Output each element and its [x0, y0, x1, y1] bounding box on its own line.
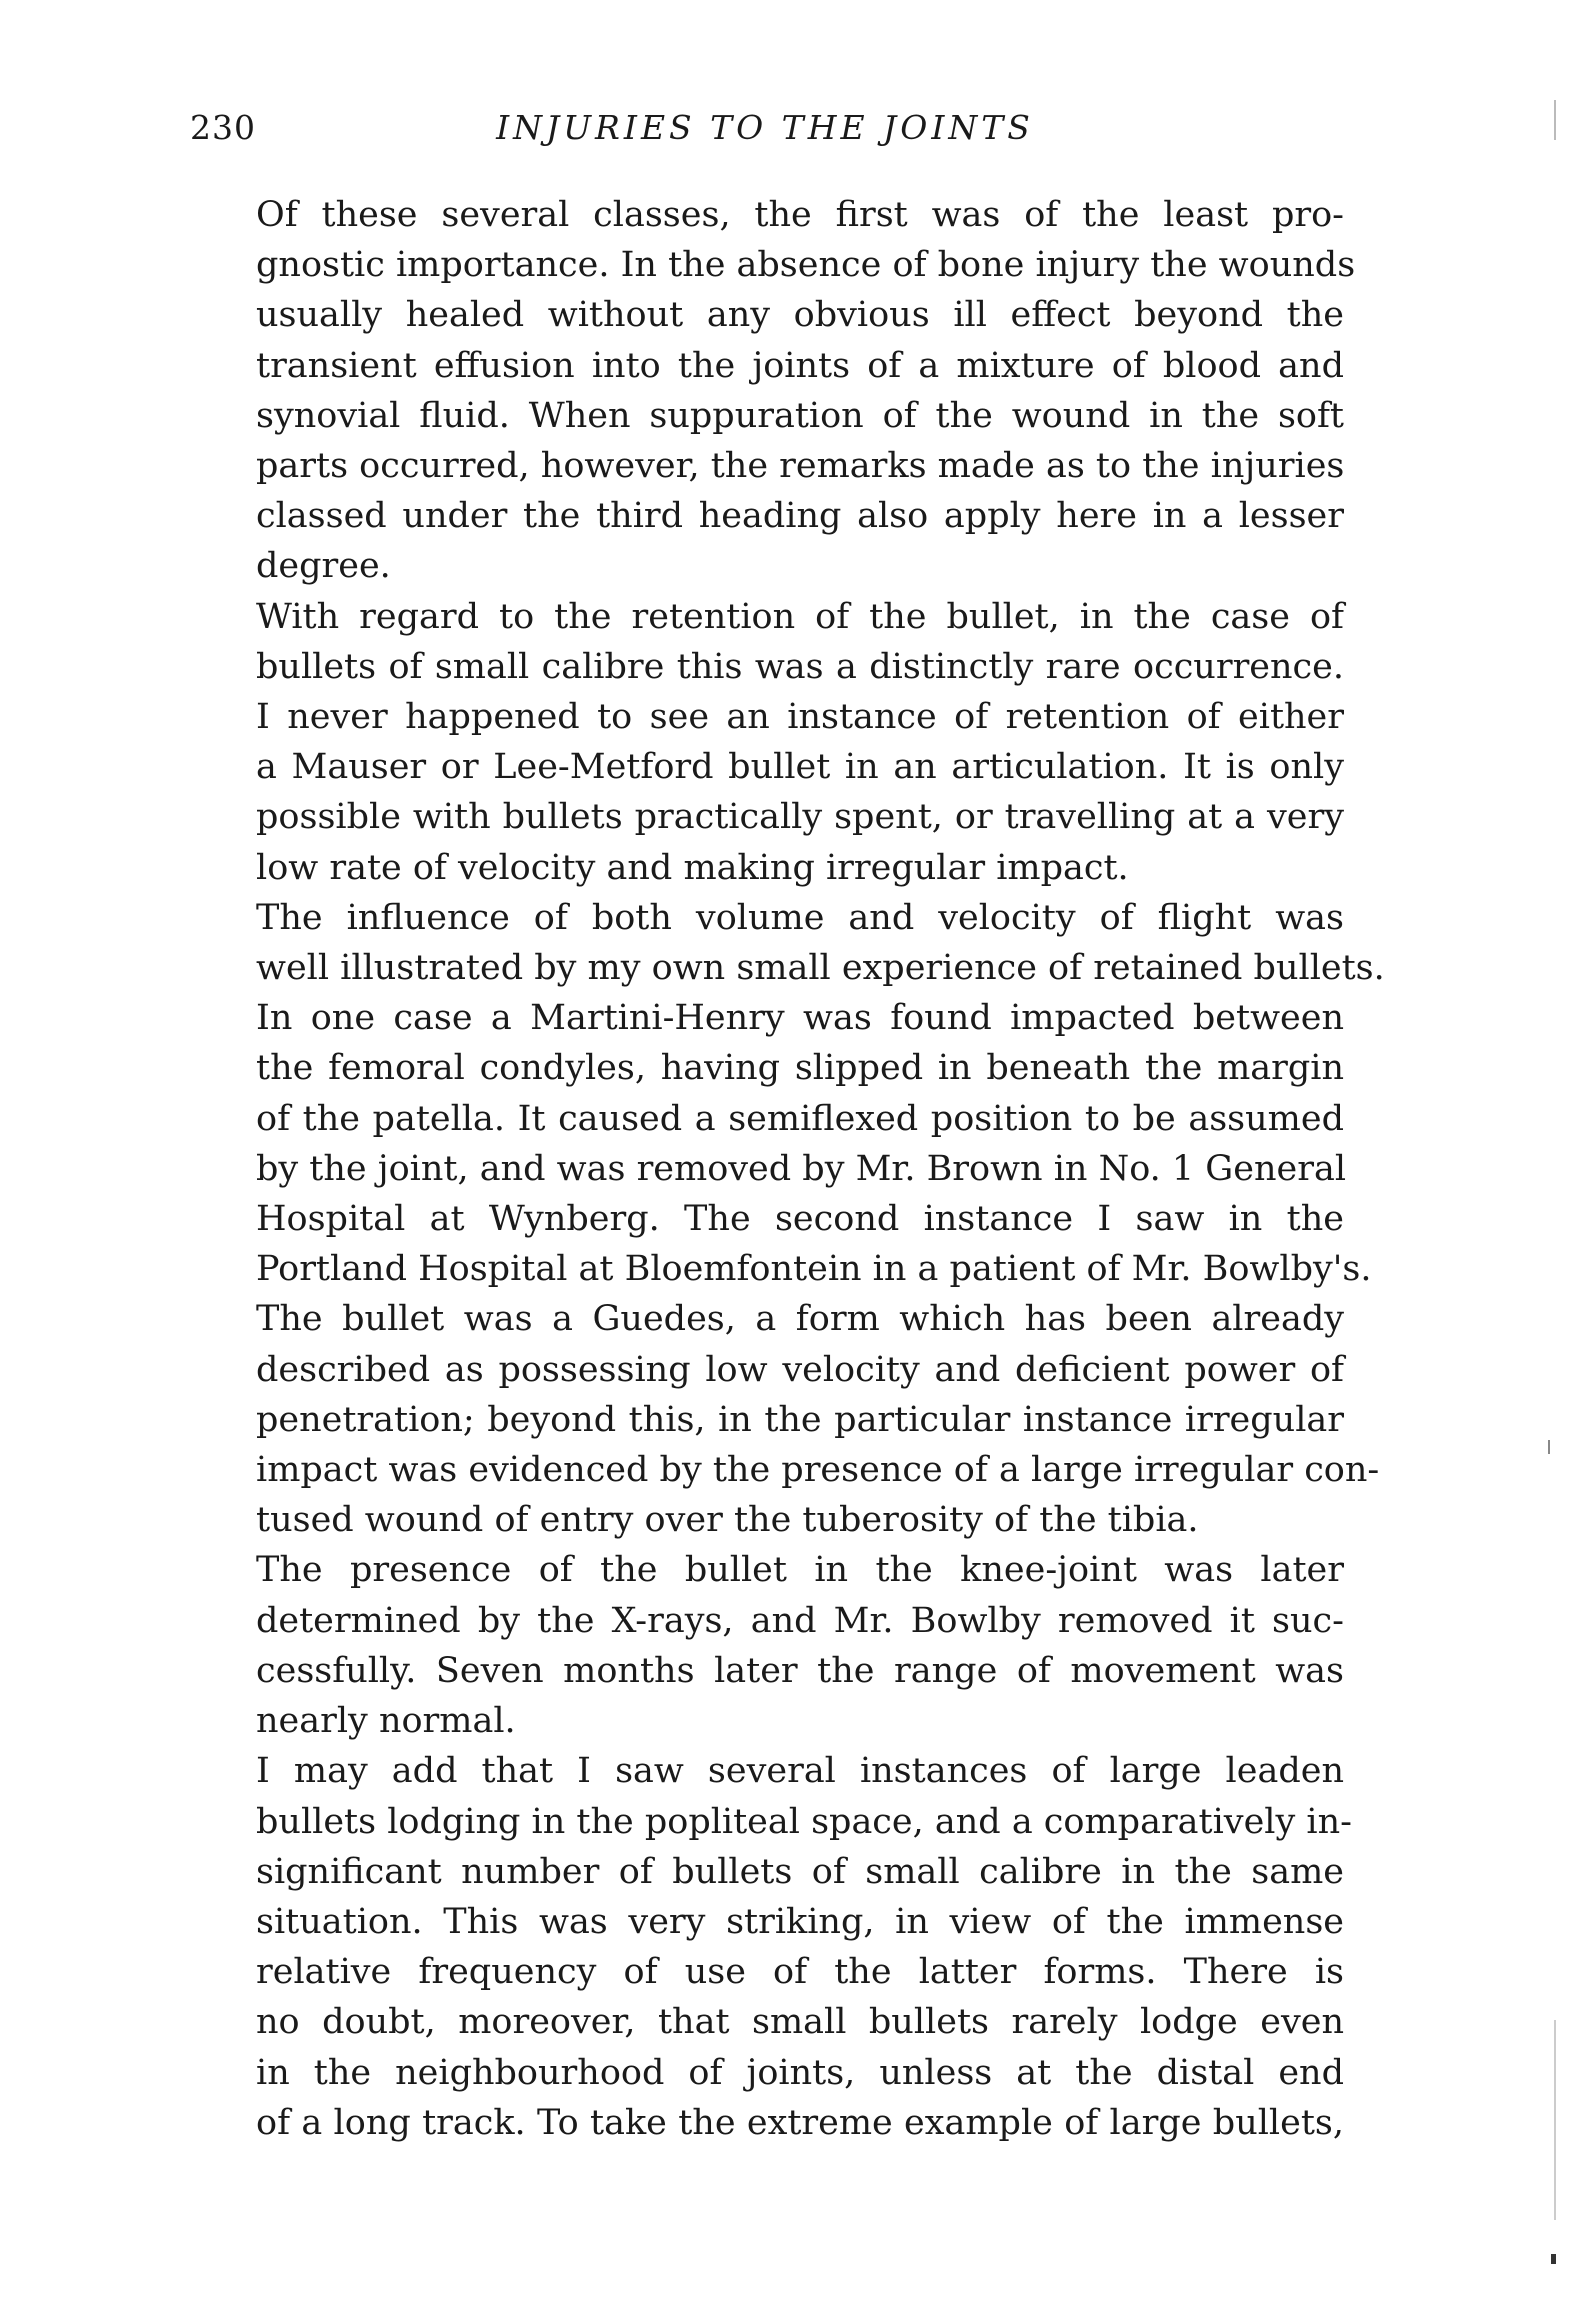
text-line: Hospital at Wynberg. The second instance I saw in the: [256, 1199, 1344, 1240]
text-line: relative frequency of use of the latter forms. There is: [256, 1952, 1344, 1993]
paragraph: [192, 592, 1344, 893]
text-line: transient effusion into the joints of a mixture of blood and: [256, 345, 1344, 386]
running-title: INJURIES TO THE JOINTS: [496, 108, 1034, 147]
text-line: well illustrated by my own small experience of retained bullets.: [256, 948, 1385, 989]
text-line: a Mauser or Lee-Metford bullet in an articulation. It is only: [256, 747, 1344, 788]
text-line: of the patella. It caused a semiflexed position to be assumed: [256, 1098, 1344, 1139]
text-line: low rate of velocity and making irregular impact.: [256, 847, 1129, 888]
scan-artifact: [1554, 100, 1556, 140]
scan-artifact: [1551, 2254, 1556, 2264]
text-line: With regard to the retention of the bullet, in the case of: [256, 596, 1344, 637]
body-text: [192, 190, 1385, 2148]
text-line: Of these several classes, the first was of the least pro-: [256, 195, 1344, 235]
text-line: tused wound of entry over the tuberosity of the tibia.: [256, 1500, 1199, 1541]
text-line: of a long track. To take the extreme example of large bullets,: [256, 2102, 1344, 2143]
text-line: degree.: [256, 546, 391, 587]
scan-artifact: [1554, 2020, 1556, 2220]
text-line: Portland Hospital at Bloemfontein in a patient of Mr. Bowlby's.: [256, 1249, 1372, 1290]
scan-artifact: [1548, 1440, 1550, 1454]
text-line: The influence of both volume and velocity of flight was: [256, 897, 1344, 938]
text-line: synovial fluid. When suppuration of the wound in the soft: [256, 395, 1344, 436]
text-line: in the neighbourhood of joints, unless at the distal end: [256, 2052, 1344, 2093]
text-line: cessfully. Seven months later the range of movement was: [256, 1650, 1344, 1691]
text-line: parts occurred, however, the remarks made as to the injuries: [256, 446, 1345, 487]
text-line: bullets of small calibre this was a distinctly rare occurrence.: [256, 646, 1344, 687]
text-line: the femoral condyles, having slipped in beneath the margin: [256, 1048, 1344, 1089]
text-line: The presence of the bullet in the knee-joint was later: [256, 1550, 1344, 1591]
text-line: possible with bullets practically spent, or travelling at a very: [256, 797, 1344, 838]
paragraph: [192, 1746, 1352, 2148]
text-line: I may add that I saw several instances of large leaden: [256, 1751, 1344, 1792]
text-line: described as possessing low velocity and deficient power of: [256, 1349, 1344, 1390]
page-number: 230: [190, 108, 256, 147]
paragraph: [192, 190, 1356, 592]
text-line: situation. This was very striking, in view of the immense: [256, 1901, 1344, 1942]
text-line: determined by the X-rays, and Mr. Bowlby removed it suc-: [256, 1600, 1344, 1641]
text-line: by the joint, and was removed by Mr. Brown in No. 1 General: [256, 1148, 1347, 1189]
text-line: The bullet was a Guedes, a form which has been already: [256, 1299, 1344, 1340]
text-line: I never happened to see an instance of retention of either: [256, 697, 1344, 738]
running-head: [190, 108, 1340, 158]
text-line: gnostic importance. In the absence of bone injury the wounds: [256, 245, 1356, 286]
text-line: In one case a Martini-Henry was found impacted between: [256, 998, 1344, 1039]
text-line: no doubt, moreover, that small bullets rarely lodge even: [256, 2002, 1344, 2043]
text-line: bullets lodging in the popliteal space, and a comparatively in-: [256, 1801, 1352, 1842]
text-line: nearly normal.: [256, 1701, 516, 1742]
text-line: penetration; beyond this, in the particular instance irregular: [256, 1399, 1344, 1440]
text-line: significant number of bullets of small calibre in the same: [256, 1851, 1344, 1892]
text-line: impact was evidenced by the presence of a large irregular con-: [256, 1450, 1380, 1491]
paragraph: [192, 1545, 1344, 1746]
text-line: usually healed without any obvious ill effect beyond the: [256, 295, 1344, 336]
paragraph: [192, 893, 1385, 1546]
text-line: classed under the third heading also apply here in a lesser: [256, 496, 1344, 537]
